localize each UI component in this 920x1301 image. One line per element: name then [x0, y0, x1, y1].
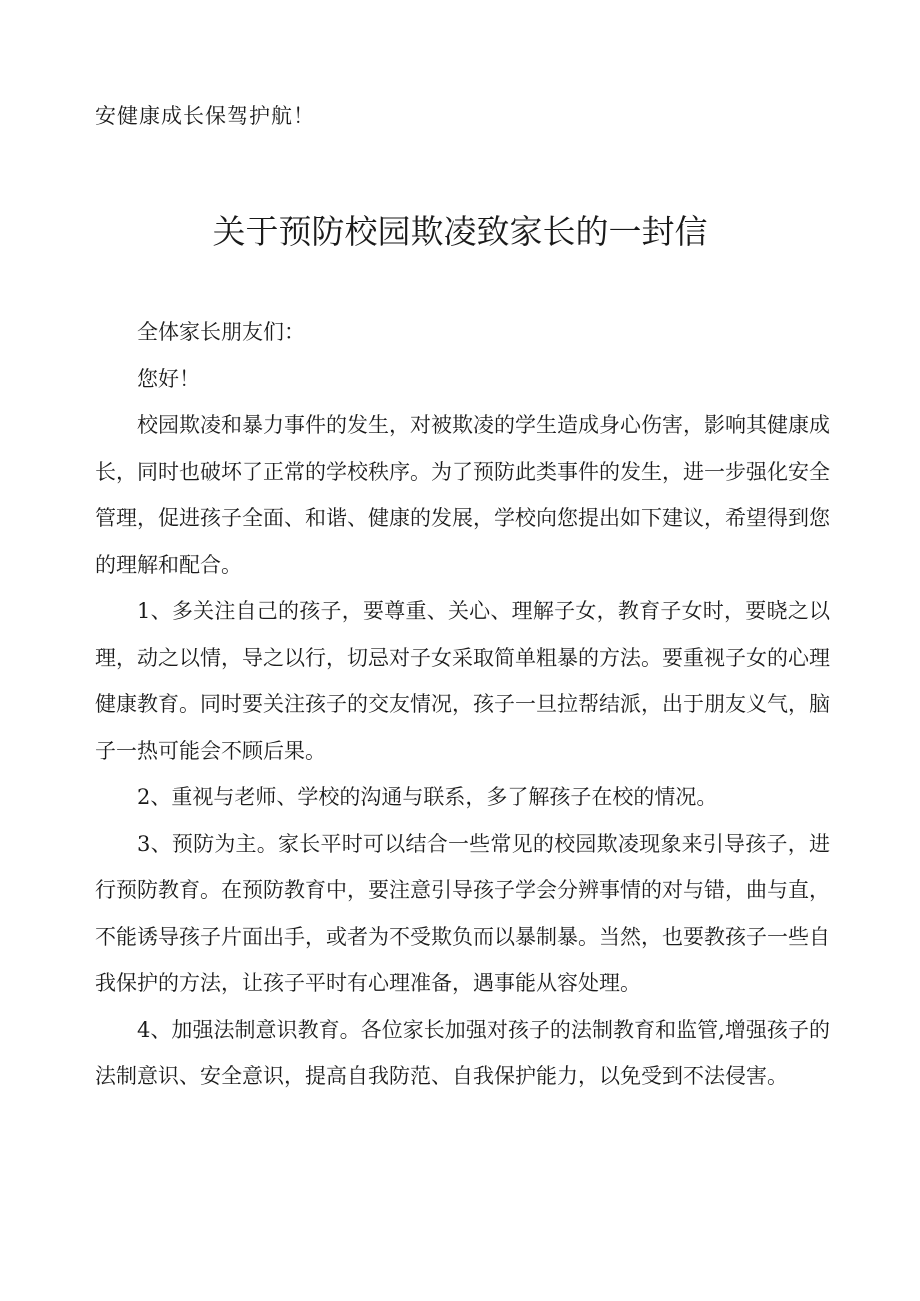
salutation: 全体家长朋友们： [137, 320, 305, 344]
paragraph-suggestion-1: 1、多关注自己的孩子，要尊重、关心、理解子女，教育子女时，要晓之以理，动之以情，导之以行，切忌对子女采取简单粗暴的方法。要重视子女的心理健康教育。同时要关注孩子的交友情况，孩子一旦拉帮结派，出于朋友义气，脑子一热可能会不顾后果。 [95, 599, 830, 763]
letter-title: 关于预防校园欺凌致家长的一封信 [212, 212, 708, 251]
paragraph-suggestion-3: 3、预防为主。家长平时可以结合一些常见的校园欺凌现象来引导孩子，进行预防教育。在预防教育中，要注意引导孩子学会分辨事情的对与错，曲与直，不能诱导孩子片面出手，或者为不受欺负而以暴制暴。当然，也要教孩子一些自我保护的方法，让孩子平时有心理准备，遇事能从容处理。 [95, 831, 830, 995]
paragraph-suggestion-4: 4、加强法制意识教育。各位家长加强对孩子的法制教育和监管,增强孩子的法制意识、安全意识，提高自我防范、自我保护能力，以免受到不法侵害。 [95, 1017, 830, 1088]
letter-body [95, 309, 830, 1100]
greeting: 您好！ [137, 366, 200, 391]
paragraph-suggestion-2: 2、重视与老师、学校的沟通与联系，多了解孩子在校的情况。 [137, 785, 718, 809]
continuation-text: 安健康成长保驾护航！ [95, 104, 315, 128]
paragraph-intro: 校园欺凌和暴力事件的发生，对被欺凌的学生造成身心伤害，影响其健康成长，同时也破坏了正常的学校秩序。为了预防此类事件的发生，进一步强化安全管理，促进孩子全面、和谐、健康的发展，学校向您提出如下建议，希望得到您的理解和配合。 [95, 413, 830, 577]
